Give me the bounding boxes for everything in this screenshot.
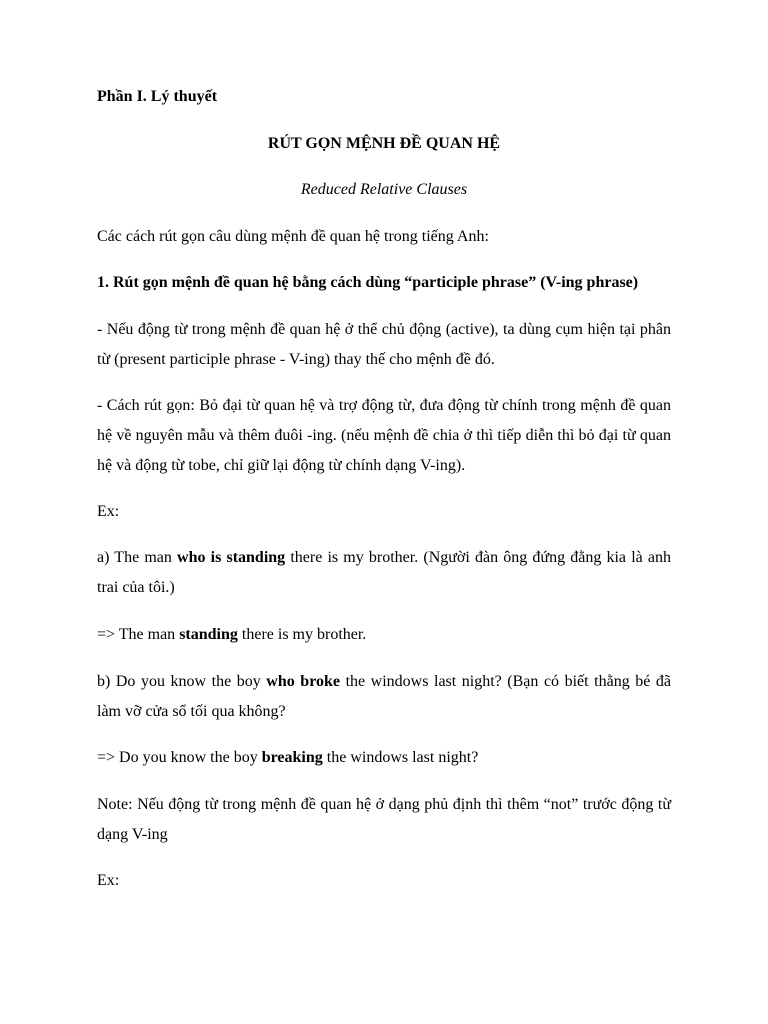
example-b-prefix: b) Do you know the boy xyxy=(97,673,267,690)
example-a-prefix: a) The man xyxy=(97,549,178,566)
result-b xyxy=(97,743,671,773)
example-b-bold: who broke xyxy=(266,673,341,690)
example-b xyxy=(97,667,671,727)
result-a-prefix: => The man xyxy=(97,626,180,643)
result-b-bold: breaking xyxy=(261,749,323,766)
result-a xyxy=(97,620,671,650)
example-b-suffix: the windows last night? (Bạn có biết thằng bé đã làm vỡ cửa sổ tối qua không? xyxy=(97,673,672,720)
result-a-suffix: there is my brother. xyxy=(237,626,367,643)
page-title: RÚT GỌN MỆNH ĐỀ QUAN HỆ xyxy=(267,135,501,152)
intro-paragraph: Các cách rút gọn câu dùng mệnh đề quan hệ trong tiếng Anh: xyxy=(97,228,489,245)
example-label: Ex: xyxy=(97,503,120,520)
page-subtitle: Reduced Relative Clauses xyxy=(300,181,468,198)
result-a-bold: standing xyxy=(179,626,238,643)
rule-1-paragraph: - Nếu động từ trong mệnh đề quan hệ ở thể chủ động (active), ta dùng cụm hiện tại phân từ (present participle phrase - V-ing) thay thế cho mệnh đề đó. xyxy=(97,321,671,368)
section-heading: Phần I. Lý thuyết xyxy=(97,88,218,105)
example-a xyxy=(97,543,671,603)
example-a-suffix: there is my brother. (Người đàn ông đứng đằng kia là anh trai của tôi.) xyxy=(97,549,671,596)
example-a-bold: who is standing xyxy=(177,549,286,566)
result-b-suffix: the windows last night? xyxy=(322,749,479,766)
section-1-heading: 1. Rút gọn mệnh đề quan hệ bằng cách dùng “participle phrase” (V-ing phrase) xyxy=(97,274,639,291)
result-b-prefix: => Do you know the boy xyxy=(97,749,262,766)
example-label-2: Ex: xyxy=(97,872,120,889)
note-paragraph: Note: Nếu động từ trong mệnh đề quan hệ ở dạng phủ định thì thêm “not” trước động từ dạng V-ing xyxy=(97,796,671,843)
rule-2-paragraph: - Cách rút gọn: Bỏ đại từ quan hệ và trợ động từ, đưa động từ chính trong mệnh đề quan hệ về nguyên mẫu và thêm đuôi -ing. (nếu mệnh đề chia ở thì tiếp diễn thì bỏ đại từ quan hệ và động từ tobe, chỉ giữ lại động từ chính dạng V-ing). xyxy=(97,397,671,474)
